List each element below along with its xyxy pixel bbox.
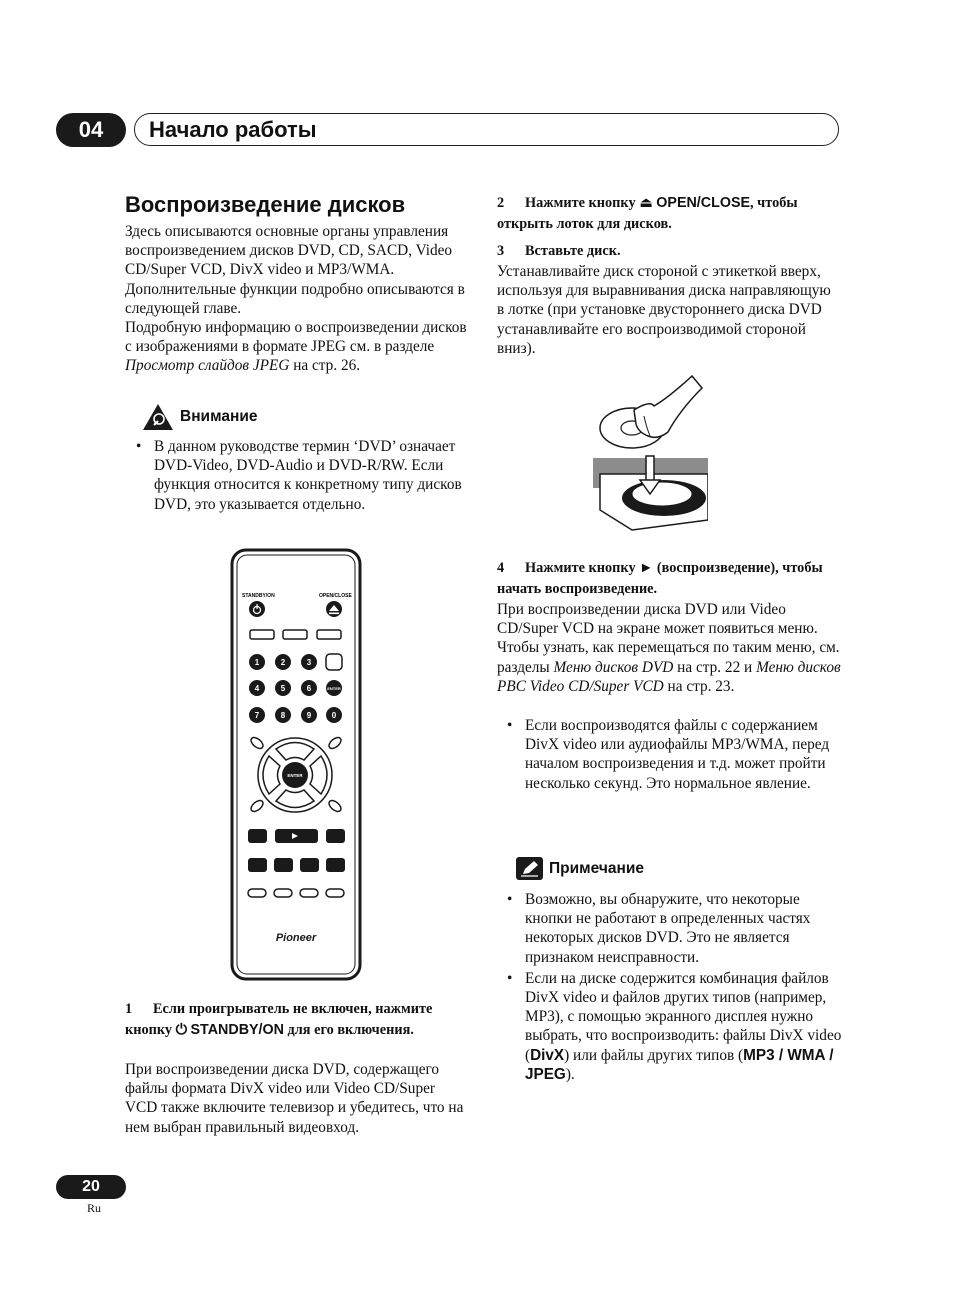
page-number: 20 [82, 1178, 100, 1195]
remote-key-9: 9 [306, 711, 312, 720]
remote-key-8: 8 [280, 711, 286, 720]
step-4-bullets [497, 716, 839, 793]
caution-heading [142, 402, 257, 432]
remote-brand-logo: Pioneer [275, 932, 317, 944]
jpeg-slideshow-reference: Просмотр слайдов JPEG [125, 357, 290, 375]
step-1-heading: 1 Если проигрыватель не включен, нажмите кнопку ⏻ STANDBY/ON для его включения. [125, 1001, 433, 1038]
step-4-number: 4 [497, 560, 505, 576]
caution-list [126, 437, 466, 514]
standby-key-name: STANDBY/ON [190, 1021, 284, 1038]
remote-key-2: 2 [280, 658, 286, 667]
remote-key-5: 5 [280, 684, 286, 693]
section-title: Воспроизведение дисков [125, 192, 406, 217]
step-4-bullet: • Если воспроизводятся файлы с содержанием DivX video или аудиофайлы MP3/WMA, перед началом воспроизведения и т.д. может пройти несколько секунд. Это нормальное явление. [497, 716, 839, 793]
step-4-body: При воспроизведении диска DVD или Video CD/Super VCD на экране может появиться меню. Чтобы узнать, как перемещаться по таким меню, см. разделы Меню дисков DVD на стр. 22 и Меню дисков PBC Video CD/Super VCD на стр. 23. [497, 601, 841, 695]
disc-loading-illustration [592, 370, 708, 536]
step-3-body: Устанавливайте диск стороной с этикеткой вверх, используя для выравнивания диска направляющую в лотке (при установке двустороннего диска DVD устанавливайте его воспроизводимой стороной вниз). [497, 263, 831, 357]
caution-icon [142, 402, 174, 432]
note-pencil-icon [516, 857, 543, 880]
remote-eject-button [326, 601, 342, 617]
remote-enter-label: ENTER [287, 773, 303, 778]
chapter-number: 04 [78, 117, 104, 142]
eject-symbol: ⏏ [639, 195, 653, 211]
note-title: Примечание [549, 859, 644, 877]
language-code: Ru [87, 1201, 102, 1215]
caution-item: • В данном руководстве термин ‘DVD’ означает DVD-Video, DVD-Audio и DVD-R/RW. Если функция относится к конкретному типу дисков DVD, это указывается отдельно. [126, 437, 466, 514]
remote-key-0: 0 [331, 711, 337, 720]
step-3-number: 3 [497, 243, 505, 259]
step-4-heading: 4 Нажмите кнопку ► (воспроизведение), чтобы начать воспроизведение. [497, 560, 823, 597]
remote-key-3: 3 [306, 658, 312, 667]
remote-key-4: 4 [254, 684, 260, 693]
dvd-menu-reference: Меню дисков DVD [553, 658, 674, 676]
remote-open-close-label: OPEN/CLOSE [319, 593, 352, 599]
caution-title: Внимание [180, 408, 258, 425]
remote-key-1: 1 [254, 658, 260, 667]
remote-key-7: 7 [254, 711, 260, 720]
open-close-key-name: OPEN/CLOSE [656, 195, 751, 211]
remote-control-illustration [230, 548, 362, 981]
remote-power-button [249, 601, 265, 617]
note-list [497, 890, 842, 1084]
note-item-2: • Если на диске содержится комбинация файлов DivX video и файлов других типов (например, MP3), с помощью экранного дисплея нужно выбрать, что воспроизводить: файлы DivX video (DivX) или файлы других типов (MP3 / WMA / JPEG). [497, 969, 842, 1084]
pbc-menu-reference: Меню дисков PBC Video CD/Super VCD [497, 658, 841, 695]
chapter-title: Начало работы [149, 116, 317, 142]
divx-key-name: DivX [530, 1046, 565, 1064]
chapter-number-badge [56, 113, 126, 147]
step-2-heading: 2 Нажмите кнопку ⏏ OPEN/CLOSE, чтобы открыть лоток для дисков. [497, 195, 798, 232]
intro-text [125, 222, 470, 376]
step-3-heading: 3 Вставьте диск. [497, 241, 837, 262]
note-heading [516, 857, 644, 880]
intro-paragraph-1: Здесь описываются основные органы управления воспроизведением дисков DVD, CD, SACD, Video CD/Super VCD, DivX video и MP3/WMA. Дополнительные функции подробно описываются в следующей главе. [125, 223, 465, 317]
remote-key-6: 6 [306, 684, 312, 693]
page-number-badge [56, 1175, 126, 1199]
step-1-body: При воспроизведении диска DVD, содержащего файлы формата DivX video или Video CD/Super VCD также включите телевизор и убедитесь, что на нем выбран правильный видеовход. [125, 1061, 464, 1136]
note-item-1: • Возможно, вы обнаружите, что некоторые кнопки не работают в определенных частях некоторых дисков DVD. Это не является признаком неисправности. [497, 890, 842, 967]
intro-paragraph-2: Подробную информацию о воспроизведении дисков с изображениями в формате JPEG см. в разделе Просмотр слайдов JPEG на стр. 26. [125, 319, 467, 375]
remote-enter-small: ENTER [327, 686, 341, 691]
chapter-title-bar [134, 113, 839, 146]
remote-standby-label: STANDBY/ON [242, 593, 275, 599]
step-2-number: 2 [497, 195, 505, 211]
step-1-number: 1 [125, 1001, 133, 1017]
power-symbol: ⏻ [175, 1021, 187, 1038]
mp3-wma-jpeg-key-name: MP3 / WMA / JPEG [525, 1046, 834, 1083]
